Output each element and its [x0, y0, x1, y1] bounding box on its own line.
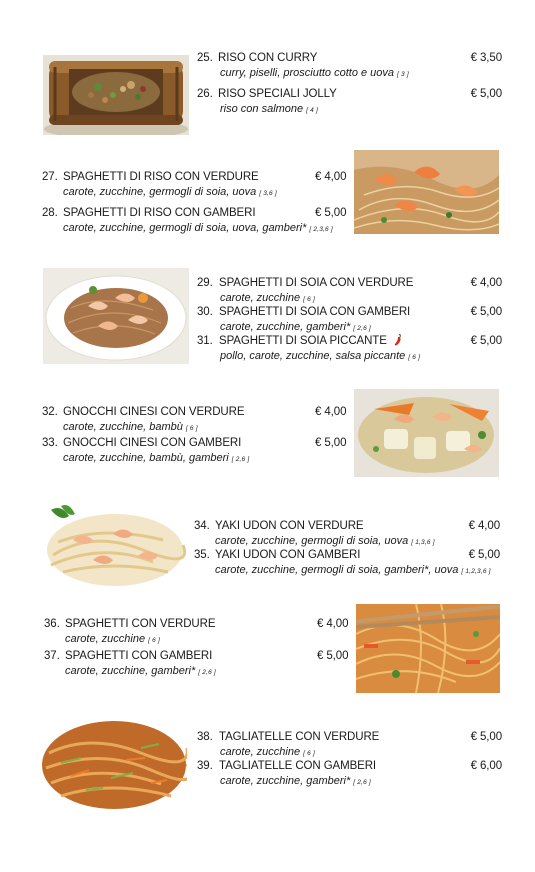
menu-item-26 — [197, 86, 502, 118]
item-name: SPAGHETTI DI SOIA CON VERDURE — [219, 277, 414, 289]
menu-item-35 — [194, 547, 500, 579]
item-description: carote, zucchine, germogli di soia, uova — [63, 186, 257, 198]
allergen-codes: [ 6 ] — [185, 425, 198, 432]
item-name: YAKI UDON CON VERDURE — [215, 520, 364, 532]
item-name: SPAGHETTI CON GAMBERI — [65, 650, 213, 662]
item-number: 39. — [197, 760, 213, 772]
allergen-codes: [ 2,6 ] — [353, 779, 371, 786]
item-name-text: SPAGHETTI DI SOIA PICCANTE — [219, 335, 387, 347]
item-name: TAGLIATELLE CON VERDURE — [219, 731, 380, 743]
menu-item-25 — [197, 50, 502, 82]
item-description: carote, zucchine — [65, 633, 146, 645]
item-name: SPAGHETTI DI RISO CON GAMBERI — [63, 207, 256, 219]
item-name: SPAGHETTI DI SOIA CON GAMBERI — [219, 306, 411, 318]
item-number: 32. — [42, 406, 58, 418]
photo-spaghetti-chopsticks — [356, 604, 500, 693]
item-description: carote, zucchine, germogli di soia, uova — [215, 535, 409, 547]
item-price: € 5,00 — [470, 335, 502, 347]
item-description: carote, zucchine, germogli di soia, uova, gamberi* — [63, 222, 307, 234]
item-number: 28. — [42, 207, 58, 219]
photo-tagliatelle — [41, 718, 187, 812]
item-price: € 5,00 — [470, 88, 502, 100]
item-number: 31. — [197, 335, 213, 347]
item-price: € 4,00 — [315, 171, 347, 183]
photo-rice-noodles-shrimp — [354, 150, 499, 234]
photo-yaki-udon — [43, 500, 186, 588]
menu-item-29 — [197, 275, 502, 307]
allergen-codes: [ 2,6 ] — [231, 456, 250, 463]
item-description: carote, zucchine, bambù, gamberi — [63, 452, 229, 464]
item-price: € 4,00 — [468, 520, 500, 532]
item-price: € 3,50 — [470, 52, 502, 64]
allergen-codes: [ 2,3,6 ] — [309, 226, 333, 233]
menu-item-32 — [42, 404, 348, 436]
item-description: carote, zucchine, germogli di soia, gamberi*, uova — [215, 564, 459, 576]
item-name: RISO SPECIALI JOLLY — [218, 88, 337, 100]
menu-item-36 — [44, 616, 350, 648]
menu-item-39 — [197, 758, 502, 790]
item-number: 27. — [42, 171, 58, 183]
menu-item-28 — [42, 205, 348, 237]
item-name: SPAGHETTI DI RISO CON VERDURE — [63, 171, 259, 183]
item-number: 29. — [197, 277, 213, 289]
allergen-codes: [ 6 ] — [303, 750, 315, 757]
item-price: € 5,00 — [315, 437, 347, 449]
allergen-codes: [ 2,6 ] — [353, 325, 371, 332]
item-number: 35. — [194, 549, 210, 561]
item-name: YAKI UDON CON GAMBERI — [215, 549, 361, 561]
item-description: carote, zucchine, gamberi* — [220, 775, 351, 787]
item-number: 33. — [42, 437, 58, 449]
item-number: 34. — [194, 520, 210, 532]
item-name: GNOCCHI CINESI CON VERDURE — [63, 406, 245, 418]
item-price: € 4,00 — [317, 618, 349, 630]
allergen-codes: [ 6 ] — [148, 637, 160, 644]
item-description: curry, piselli, prosciutto cotto e uova — [220, 67, 395, 79]
item-price: € 6,00 — [470, 760, 502, 772]
item-price: € 5,00 — [470, 731, 502, 743]
photo-glass-noodles-shrimp — [43, 268, 189, 364]
item-number: 30. — [197, 306, 213, 318]
item-description: carote, zucchine — [220, 292, 301, 304]
item-number: 38. — [197, 731, 213, 743]
menu-item-33 — [42, 435, 348, 467]
allergen-codes: [ 1,3,6 ] — [411, 539, 435, 546]
photo-fried-rice-basket — [43, 55, 189, 135]
allergen-codes: [ 3,6 ] — [259, 190, 277, 197]
item-number: 36. — [44, 618, 60, 630]
item-number: 26. — [197, 88, 213, 100]
photo-rice-gnocchi — [354, 389, 499, 477]
menu-item-27 — [42, 169, 348, 201]
allergen-codes: [ 1,2,3,6 ] — [461, 568, 491, 575]
item-name: GNOCCHI CINESI CON GAMBERI — [63, 437, 242, 449]
item-price: € 4,00 — [470, 277, 502, 289]
item-price: € 5,00 — [468, 549, 500, 561]
menu-item-30 — [197, 304, 502, 336]
allergen-codes: [ 6 ] — [303, 296, 315, 303]
item-description: riso con salmone — [220, 103, 304, 115]
allergen-codes: [ 3 ] — [397, 71, 409, 78]
menu-item-37 — [44, 648, 350, 680]
item-number: 37. — [44, 650, 60, 662]
item-name: TAGLIATELLE CON GAMBERI — [219, 760, 377, 772]
item-name — [219, 333, 402, 351]
item-name: RISO CON CURRY — [218, 52, 318, 64]
item-description: carote, zucchine, gamberi* — [65, 665, 196, 677]
item-price: € 5,00 — [470, 306, 502, 318]
item-description: carote, zucchine — [220, 746, 301, 758]
allergen-codes: [ 6 ] — [408, 354, 421, 361]
item-number: 25. — [197, 52, 213, 64]
item-price: € 4,00 — [315, 406, 347, 418]
menu-item-34 — [194, 518, 500, 550]
chili-pepper-icon — [393, 334, 402, 351]
menu-item-31 — [197, 333, 502, 365]
item-price: € 5,00 — [317, 650, 349, 662]
item-description: carote, zucchine, bambù — [63, 421, 183, 433]
item-description: pollo, carote, zucchine, salsa piccante — [220, 350, 406, 362]
allergen-codes: [ 4 ] — [306, 107, 318, 114]
allergen-codes: [ 2,6 ] — [198, 669, 216, 676]
menu-item-38 — [197, 729, 502, 761]
item-price: € 5,00 — [315, 207, 347, 219]
item-name: SPAGHETTI CON VERDURE — [65, 618, 216, 630]
item-description: carote, zucchine, gamberi* — [220, 321, 351, 333]
